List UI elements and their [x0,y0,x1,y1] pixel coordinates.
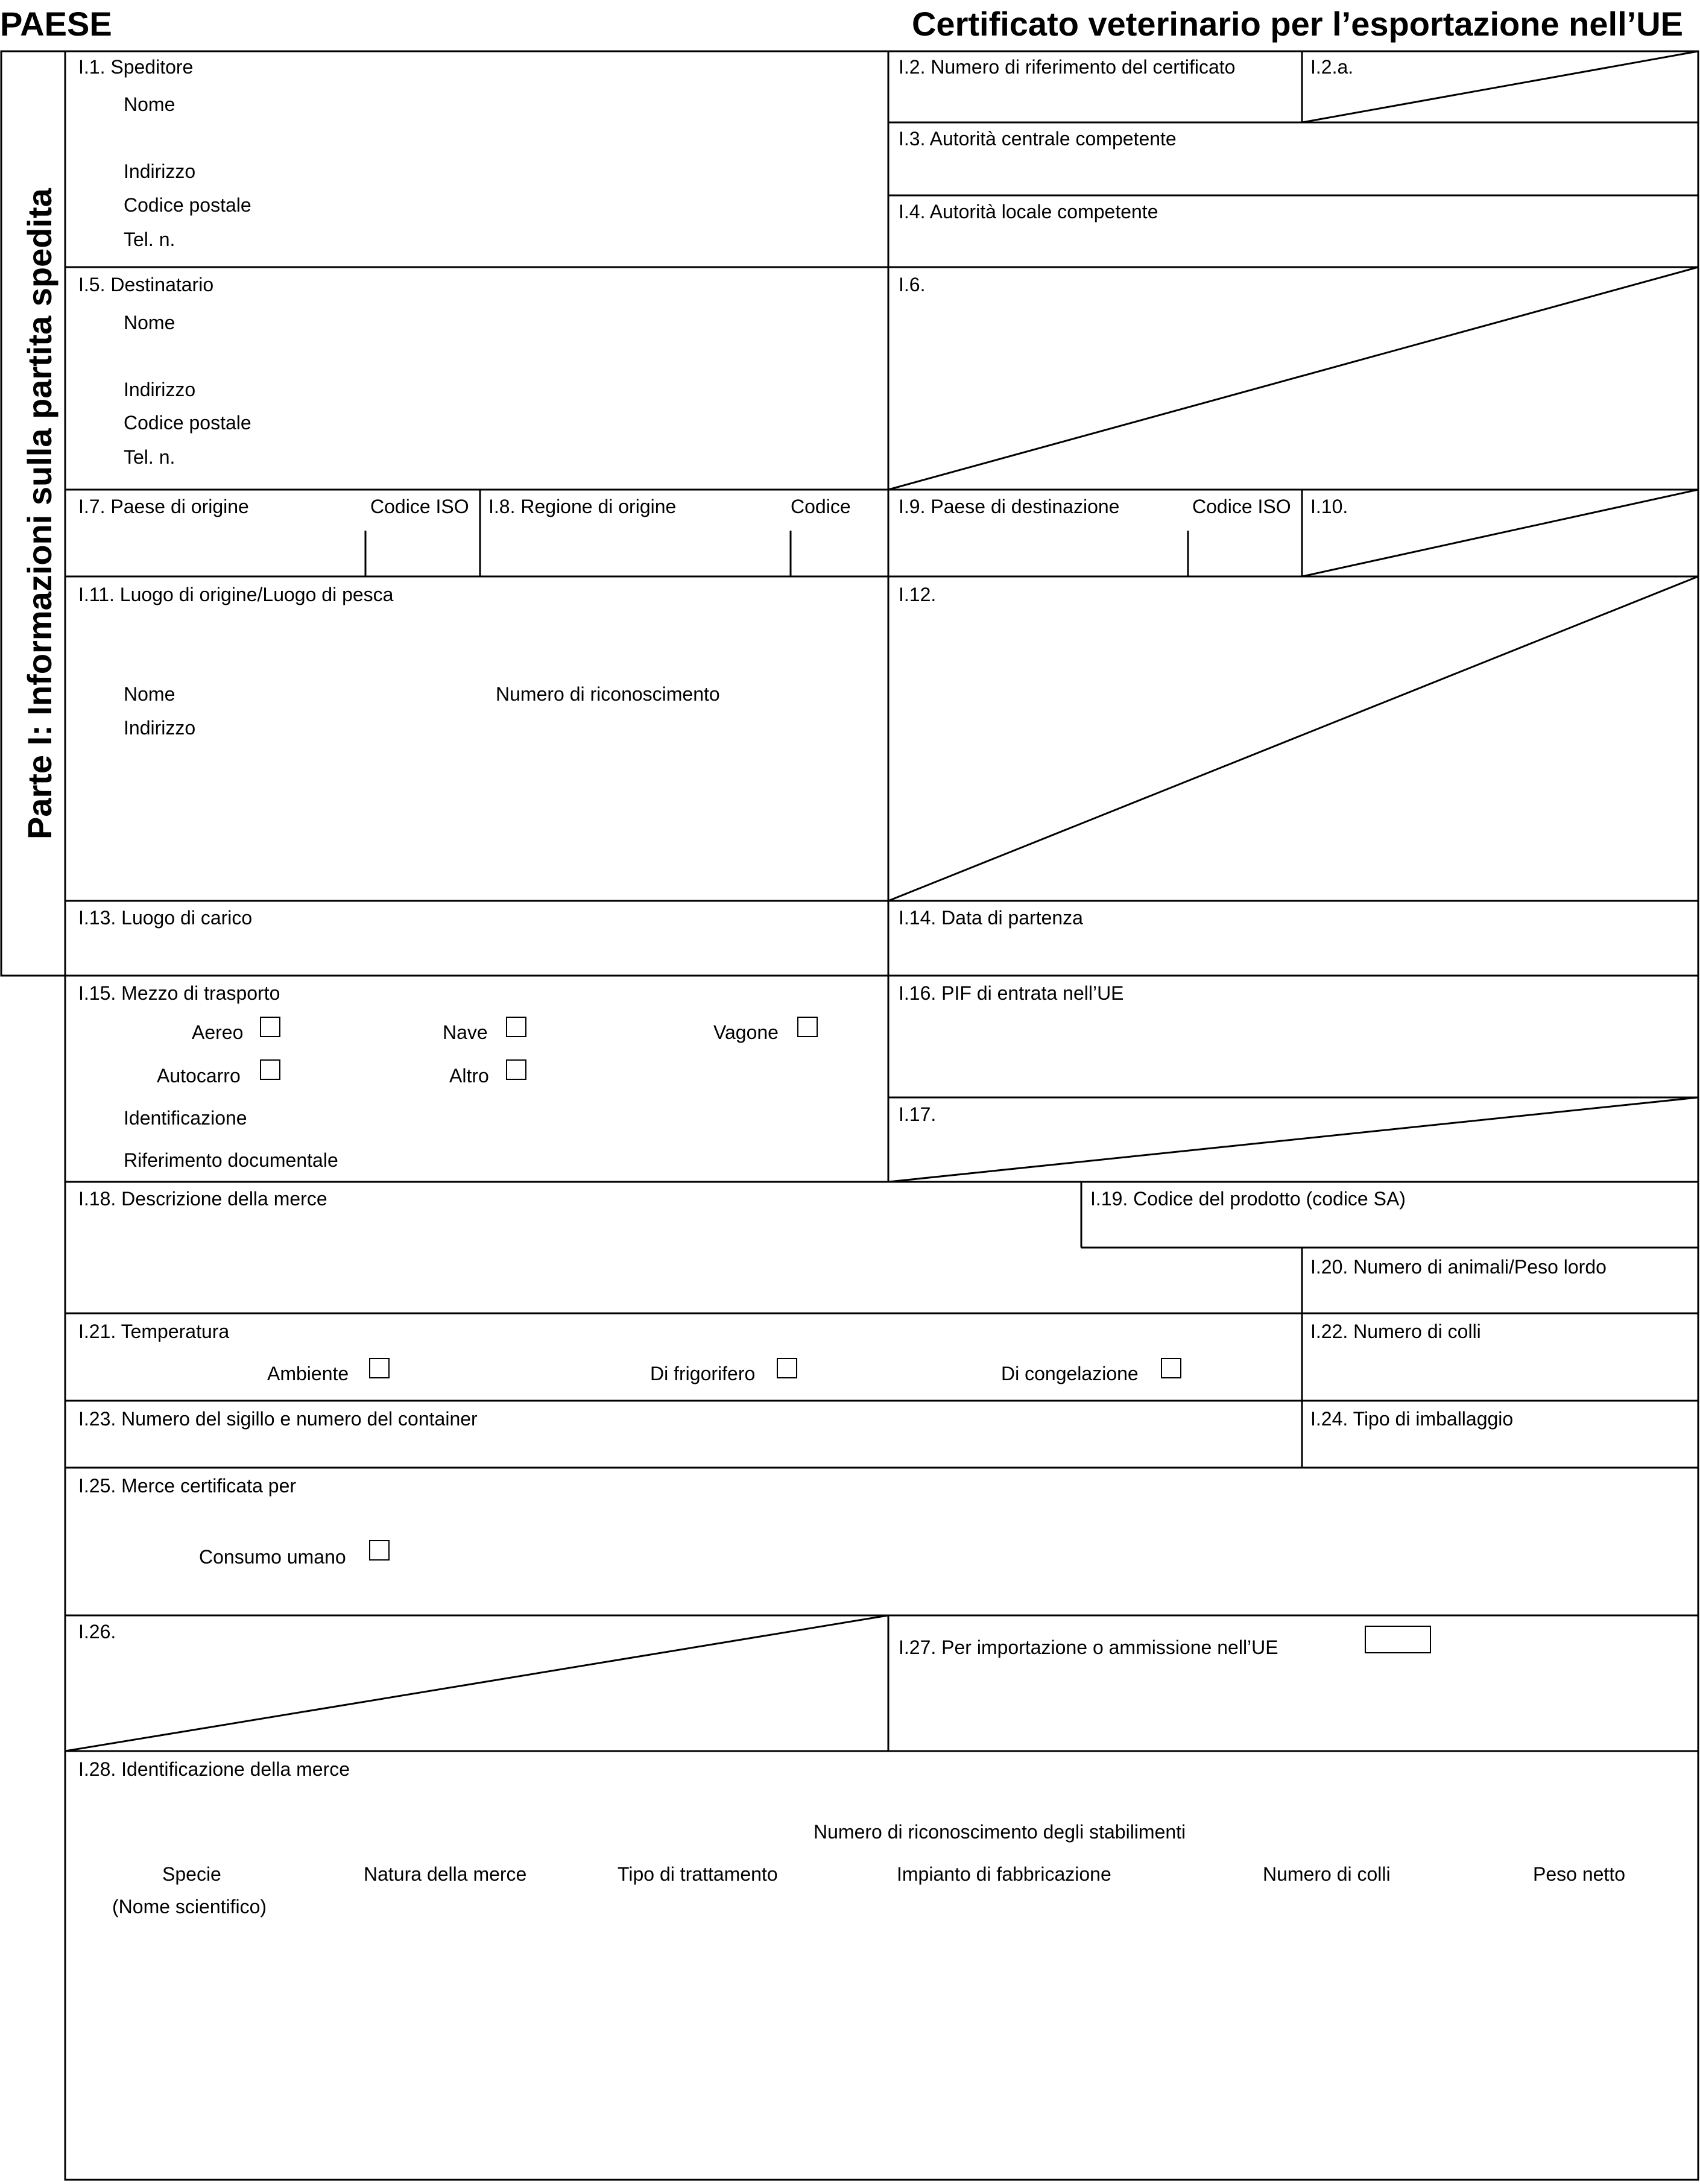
box-i5-tel: Tel. n. [124,446,175,468]
column-net-weight: Peso netto [1533,1863,1625,1885]
box-i20-label: I.20. Numero di animali/Peso lordo [1310,1256,1607,1278]
box-i5-postcode: Codice postale [124,412,251,434]
human-consumption-checkbox[interactable] [369,1540,390,1561]
box-i7-label: I.7. Paese di origine [78,496,249,517]
temperature-frozen-checkbox[interactable] [1161,1358,1181,1378]
box-i15-label: I.15. Mezzo di trasporto [78,982,280,1004]
box-i1-label: I.1. Speditore [78,56,194,78]
transport-other-label: Altro [449,1065,489,1087]
column-treatment-type: Tipo di trattamento [618,1863,778,1885]
box-i16-label: I.16. PIF di entrata nell’UE [899,982,1124,1004]
box-i5-name: Nome [124,312,175,333]
establishment-approval-header: Numero di riconoscimento degli stabilimenti [814,1821,1186,1843]
transport-air-label: Aereo [192,1021,244,1043]
box-i27-label: I.27. Per importazione o ammissione nell’UE [899,1636,1278,1658]
box-i2-label: I.2. Numero di riferimento del certificato [899,56,1236,78]
box-i24-label: I.24. Tipo di imballaggio [1310,1408,1514,1430]
box-i2a-label: I.2.a. [1310,56,1354,78]
box-i18-label: I.18. Descrizione della merce [78,1188,327,1210]
box-i6-label: I.6. [899,274,926,295]
transport-ship-checkbox[interactable] [506,1017,526,1037]
box-i10-label: I.10. [1310,496,1348,517]
transport-rail-checkbox[interactable] [797,1017,818,1037]
box-i21-label: I.21. Temperatura [78,1321,230,1342]
box-i26-label: I.26. [78,1621,116,1643]
box-i11-label: I.11. Luogo di origine/Luogo di pesca [78,584,394,605]
transport-rail-label: Vagone [713,1021,779,1043]
box-i1-postcode: Codice postale [124,194,251,216]
box-i25-label: I.25. Merce certificata per [78,1475,297,1497]
transport-air-checkbox[interactable] [260,1017,280,1037]
column-species-note: (Nome scientifico) [112,1896,267,1917]
box-i28-label: I.28. Identificazione della merce [78,1758,350,1780]
box-i8-code: Codice [791,496,851,517]
box-i7-code: Codice ISO [370,496,469,517]
box-i22-label: I.22. Numero di colli [1310,1321,1481,1342]
column-nature-of-commodity: Natura della merce [364,1863,527,1885]
box-i9-code: Codice ISO [1192,496,1291,517]
box-i14-label: I.14. Data di partenza [899,907,1083,929]
transport-ship-label: Nave [443,1021,488,1043]
certificate-title: Certificato veterinario per l’esportazione nell’UE [911,5,1683,43]
column-species: Specie [162,1863,221,1885]
part-one-label: Parte I: Informazioni sulla partita spedita [21,188,58,839]
box-i5-label: I.5. Destinatario [78,274,214,295]
box-i9-label: I.9. Paese di destinazione [899,496,1120,517]
temperature-frozen-label: Di congelazione [1001,1363,1139,1384]
box-i23-label: I.23. Numero del sigillo e numero del container [78,1408,478,1430]
transport-document-ref-label: Riferimento documentale [124,1149,338,1171]
transport-identification-label: Identificazione [124,1107,247,1129]
box-i12-label: I.12. [899,584,937,605]
column-manufacturing-plant: Impianto di fabbricazione [897,1863,1111,1885]
column-number-of-packages: Numero di colli [1263,1863,1391,1885]
box-i17-label: I.17. [899,1103,937,1125]
temperature-chilled-checkbox[interactable] [777,1358,797,1378]
box-i11-approval: Numero di riconoscimento [496,683,720,705]
transport-other-checkbox[interactable] [506,1059,526,1080]
box-i11-address: Indirizzo [124,717,196,739]
country-heading: PAESE [0,5,112,43]
human-consumption-label: Consumo umano [199,1546,346,1568]
box-i3-label: I.3. Autorità centrale competente [899,128,1177,150]
transport-road-label: Autocarro [157,1065,241,1087]
box-i1-address: Indirizzo [124,160,196,182]
box-i13-label: I.13. Luogo di carico [78,907,253,929]
temperature-ambient-checkbox[interactable] [369,1358,390,1378]
box-i5-address: Indirizzo [124,379,196,400]
box-i4-label: I.4. Autorità locale competente [899,201,1158,223]
transport-road-checkbox[interactable] [260,1059,280,1080]
temperature-ambient-label: Ambiente [267,1363,349,1384]
box-i8-label: I.8. Regione di origine [488,496,677,517]
eu-import-checkbox[interactable] [1365,1626,1431,1653]
temperature-chilled-label: Di frigorifero [650,1363,756,1384]
box-i11-name: Nome [124,683,175,705]
box-i19-label: I.19. Codice del prodotto (codice SA) [1090,1188,1406,1210]
box-i1-name: Nome [124,93,175,115]
box-i1-tel: Tel. n. [124,229,175,250]
